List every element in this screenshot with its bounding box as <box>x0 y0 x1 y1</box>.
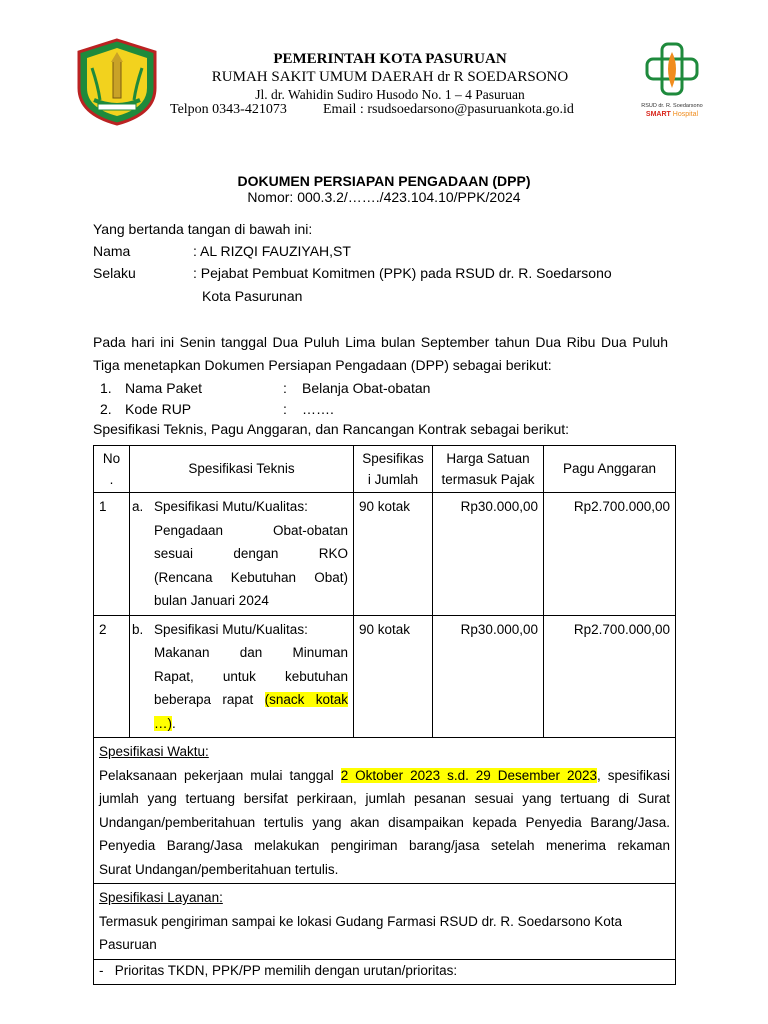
list-value-2: ……. <box>302 401 334 417</box>
tkdn-cell: - Prioritas TKDN, PPK/PP memilih dengan urutan/prioritas: <box>94 959 676 984</box>
intro-lead: Yang bertanda tangan di bawah ini: <box>93 221 313 237</box>
paragraph-line-2: Tiga menetapkan Dokumen Persiapan Pengadaan (DPP) sebagai berikut: <box>93 357 552 373</box>
row-1-qty: 90 kotak <box>354 493 433 616</box>
right-logo-smart: SMART <box>645 111 671 118</box>
role-value-cont: Kota Pasurunan <box>202 288 303 304</box>
layanan-row <box>94 884 676 960</box>
row-2-qty: 90 kotak <box>354 615 433 738</box>
header-government: PEMERINTAH KOTA PASURUAN <box>273 51 507 67</box>
row-1-no: 1 <box>94 493 130 616</box>
list-num-2: 2. <box>100 401 112 417</box>
waktu-row <box>94 738 676 884</box>
spec-table <box>93 445 676 985</box>
header-budget: Pagu Anggaran <box>544 446 676 493</box>
smart-hospital-logo <box>636 38 708 122</box>
list-label-2: Kode RUP <box>125 401 192 417</box>
spec-lead: Spesifikasi Teknis, Pagu Anggaran, dan Rancangan Kontrak sebagai berikut: <box>93 421 570 437</box>
header-phone: Telpon 0343-421073 <box>170 102 287 117</box>
layanan-heading: Spesifikasi Layanan: <box>99 890 223 905</box>
row-2-budget: Rp2.700.000,00 <box>544 615 676 738</box>
highlighted-text: (snack kotak <box>264 692 349 707</box>
role-label: Selaku <box>93 265 136 281</box>
role-value: : Pejabat Pembuat Komitmen (PPK) pada RSUD dr. R. Soedarsono <box>193 265 612 281</box>
header-price: Harga Satuan termasuk Pajak <box>433 446 544 493</box>
table-header-row <box>94 446 676 493</box>
right-logo-caption: RSUD dr. R. Soedarsono <box>641 103 703 109</box>
header-qty: Spesifikas i Jumlah <box>354 446 433 493</box>
layanan-cell: Spesifikasi Layanan: Termasuk pengiriman sampai ke lokasi Gudang Farmasi RSUD dr. R. Soedarsono Kota Pasuruan <box>94 884 676 960</box>
paragraph-line-1: Pada hari ini Senin tanggal Dua Puluh Lima bulan September tahun Dua Ribu Dua Puluh <box>93 334 668 350</box>
highlighted-text: …) <box>154 715 172 731</box>
header-email: Email : rsudsoedarsono@pasuruankota.go.id <box>323 102 574 117</box>
row-2-spec: b. Spesifikasi Mutu/Kualitas: Makanan dan Minuman Rapat, untuk kebutuhan beberapa rapat (snack kotak …). <box>130 615 354 738</box>
highlighted-date: 2 Oktober 2023 s.d. 29 Desember 2023 <box>340 767 598 783</box>
name-value: : AL RIZQI FAUZIYAH,ST <box>193 243 351 259</box>
table-row <box>94 493 676 616</box>
header-no: No . <box>94 446 130 493</box>
header-hospital: RUMAH SAKIT UMUM DAERAH dr R SOEDARSONO <box>211 69 569 85</box>
waktu-heading: Spesifikasi Waktu: <box>99 744 209 759</box>
tkdn-row <box>94 959 676 984</box>
header-spec: Spesifikasi Teknis <box>130 446 354 493</box>
document-number: Nomor: 000.3.2/……./423.104.10/PPK/2024 <box>247 189 521 205</box>
waktu-cell: Spesifikasi Waktu: Pelaksanaan pekerjaan mulai tanggal 2 Oktober 2023 s.d. 29 Desember 2023, spesifikasi jumlah yang tertuang bersifat perkiraan, jumlah pesanan sesuai yang tertuang di Surat Undangan/pemberitahuan tertulis yang akan disampaikan kepada Penyedia Barang/Jasa. Penyedia Barang/Jasa melakukan pengiriman barang/jasa setelah menerima rekaman Surat Undangan/pemberitahuan tertulis. <box>94 738 676 884</box>
header-address: Jl. dr. Wahidin Sudiro Husodo No. 1 – 4 Pasuruan <box>255 87 525 102</box>
row-2-price: Rp30.000,00 <box>433 615 544 738</box>
document-title: DOKUMEN PERSIAPAN PENGADAAN (DPP) <box>237 173 531 189</box>
city-emblem-logo <box>76 38 158 126</box>
row-2-no: 2 <box>94 615 130 738</box>
list-colon-1: : <box>283 380 287 396</box>
name-label: Nama <box>93 243 131 259</box>
medical-cross-icon <box>636 38 708 98</box>
right-logo-hospital: Hospital <box>672 111 699 118</box>
row-1-price: Rp30.000,00 <box>433 493 544 616</box>
table-row <box>94 615 676 738</box>
row-1-spec: a. Spesifikasi Mutu/Kualitas: Pengadaan Obat-obatan sesuai dengan RKO (Rencana Kebutuhan Obat) bulan Januari 2024 <box>130 493 354 616</box>
list-num-1: 1. <box>100 380 112 396</box>
list-label-1: Nama Paket <box>125 380 203 396</box>
list-colon-2: : <box>283 401 287 417</box>
list-value-1: Belanja Obat-obatan <box>302 380 431 396</box>
row-1-budget: Rp2.700.000,00 <box>544 493 676 616</box>
